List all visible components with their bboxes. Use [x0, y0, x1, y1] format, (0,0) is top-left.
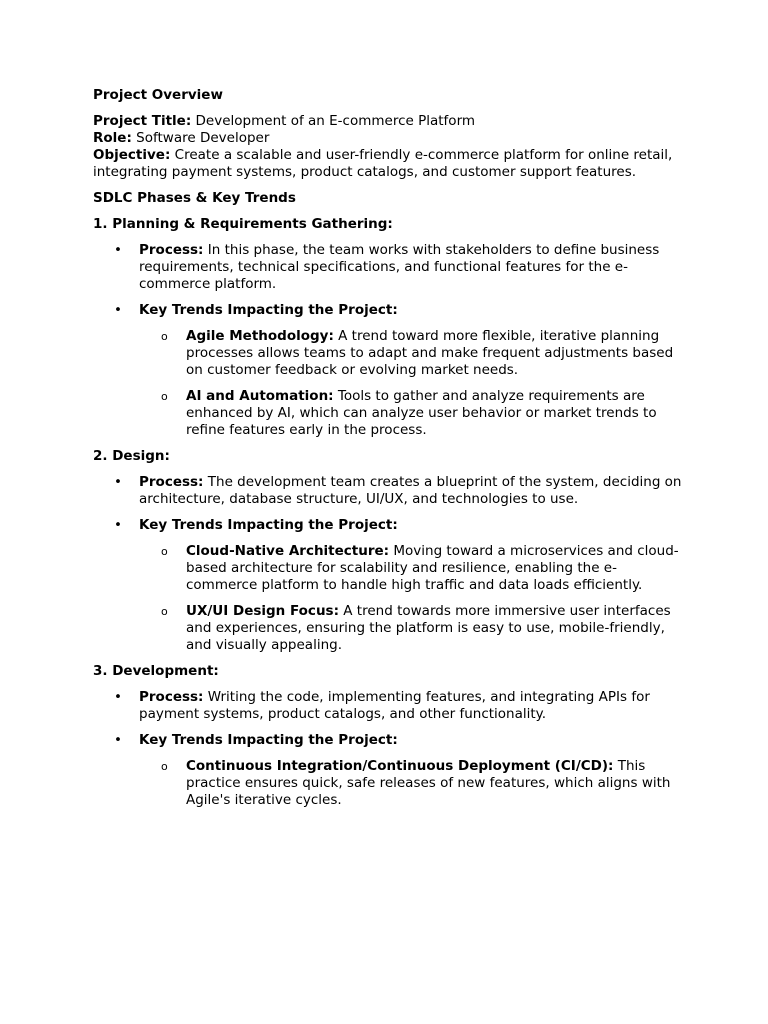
trend-list	[139, 543, 683, 654]
trend-item	[139, 758, 683, 809]
trends-item	[93, 517, 683, 654]
process-label: Process:	[139, 242, 204, 258]
sub-bullet-icon: o	[161, 330, 168, 343]
trend-text: Moving toward a microservices and cloud-based architecture for scalability and resilience, enabling the e-commerce platform to handle high traffic and data loads efficiently.	[186, 543, 679, 593]
phase-list	[93, 242, 683, 439]
bullet-icon: •	[114, 689, 122, 705]
phase-list	[93, 474, 683, 654]
doc-title: Project Overview	[93, 87, 223, 103]
meta-value: Create a scalable and user-friendly e-commerce platform for online retail, integrating payment systems, product catalogs, and customer support features.	[93, 147, 673, 180]
process-text: The development team creates a blueprint of the system, deciding on architecture, database structure, UI/UX, and technologies to use.	[139, 474, 682, 507]
trend-item	[139, 603, 683, 654]
bullet-icon: •	[114, 242, 122, 258]
meta-objective	[93, 147, 683, 181]
project-meta	[93, 113, 683, 181]
section-title: SDLC Phases & Key Trends	[93, 190, 296, 206]
trends-item	[93, 302, 683, 439]
phase-heading: 1. Planning & Requirements Gathering:	[93, 216, 393, 232]
trend-label: Cloud-Native Architecture:	[186, 543, 390, 559]
meta-role	[93, 130, 683, 147]
trend-list	[139, 758, 683, 809]
trend-item	[139, 388, 683, 439]
process-item	[93, 689, 683, 723]
meta-value: Development of an E-commerce Platform	[191, 113, 476, 129]
trends-label: Key Trends Impacting the Project:	[139, 517, 398, 533]
process-item	[93, 242, 683, 293]
bullet-icon: •	[114, 302, 122, 318]
sub-bullet-icon: o	[161, 760, 168, 773]
process-text: Writing the code, implementing features, and integrating APIs for payment systems, product catalogs, and other functionality.	[139, 689, 650, 722]
trend-label: Agile Methodology:	[186, 328, 334, 344]
bullet-icon: •	[114, 517, 122, 533]
trends-label: Key Trends Impacting the Project:	[139, 302, 398, 318]
trend-text: A trend toward more flexible, iterative planning processes allows teams to adapt and make frequent adjustments based on customer feedback or evolving market needs.	[186, 328, 674, 378]
sub-bullet-icon: o	[161, 390, 168, 403]
phase-heading: 2. Design:	[93, 448, 170, 464]
process-text: In this phase, the team works with stakeholders to define business requirements, technical specifications, and functional features for the e-commerce platform.	[139, 242, 660, 292]
meta-label: Role:	[93, 130, 132, 146]
trends-item	[93, 732, 683, 809]
trend-text: Tools to gather and analyze requirements are enhanced by AI, which can analyze user behavior or market trends to refine features early in the process.	[186, 388, 657, 438]
meta-project-title	[93, 113, 683, 130]
meta-label: Project Title:	[93, 113, 192, 129]
process-label: Process:	[139, 474, 204, 490]
bullet-icon: •	[114, 474, 122, 490]
process-label: Process:	[139, 689, 204, 705]
meta-value: Software Developer	[131, 130, 270, 146]
bullet-icon: •	[114, 732, 122, 748]
trend-list	[139, 328, 683, 439]
sub-bullet-icon: o	[161, 545, 168, 558]
trend-item	[139, 328, 683, 379]
phase-list	[93, 689, 683, 809]
trend-label: AI and Automation:	[186, 388, 334, 404]
process-item	[93, 474, 683, 508]
trends-label: Key Trends Impacting the Project:	[139, 732, 398, 748]
trend-item	[139, 543, 683, 594]
trend-text: A trend towards more immersive user interfaces and experiences, ensuring the platform is easy to use, mobile-friendly, and visually appealing.	[186, 603, 671, 653]
document-content	[93, 87, 683, 818]
trend-label: Continuous Integration/Continuous Deployment (CI/CD):	[186, 758, 614, 774]
phase-heading: 3. Development:	[93, 663, 219, 679]
meta-label: Objective:	[93, 147, 171, 163]
sub-bullet-icon: o	[161, 605, 168, 618]
trend-text: This practice ensures quick, safe releases of new features, which aligns with Agile's iterative cycles.	[186, 758, 671, 808]
trend-label: UX/UI Design Focus:	[186, 603, 339, 619]
